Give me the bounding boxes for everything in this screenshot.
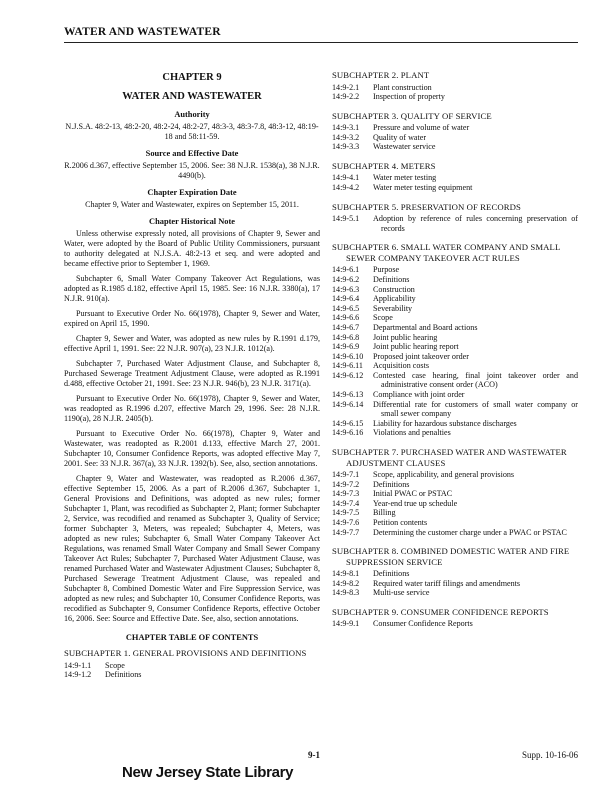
toc-entry (332, 83, 578, 93)
section-number: 14:9-6.13 (332, 390, 364, 400)
section-number: 14:9-6.11 (332, 361, 363, 371)
section-number: 14:9-6.7 (332, 322, 360, 332)
section-number: 14:9-1.1 (64, 660, 92, 670)
page-header-title: WATER AND WASTEWATER (64, 26, 221, 38)
section-title: Quality of water (373, 132, 427, 142)
section-number: 14:9-7.6 (332, 518, 360, 527)
toc-entry (332, 569, 578, 579)
section-number: 14:9-6.4 (332, 294, 360, 304)
toc-entry (332, 123, 578, 133)
section-number: 14:9-8.2 (332, 578, 360, 588)
section-number: 14:9-2.1 (332, 82, 360, 92)
section-number: 14:9-6.6 (332, 313, 360, 323)
section-title: Proposed joint takeover order (373, 351, 469, 361)
section-number: 14:9-6.3 (332, 284, 360, 294)
history-paragraph: Pursuant to Executive Order No. 66(1978), Chapter 9, Water and Wastewater, was readopted as R.2001 d.133, effective March 27, 2001. Subchapter 10, Consumer Confidence Reports, was adopted effective May 7, 2001. See: 33 N.J.R. 367(a), 33 N.J.R. 1392(b). See, also, section annotations. (64, 429, 320, 468)
header-rule (64, 42, 578, 43)
authority-heading: Authority (174, 110, 210, 119)
history-paragraph: Pursuant to Executive Order No. 66(1978), Chapter 9, Sewer and Water, expired on April 15, 1990. (64, 309, 320, 328)
left-column (64, 70, 320, 680)
toc-entry (332, 285, 578, 295)
section-title: Severability (373, 303, 413, 313)
subchapter-heading: SUBCHAPTER 4. METERS (332, 160, 436, 171)
subchapter-heading: SUBCHAPTER 3. QUALITY OF SERVICE (332, 110, 492, 121)
section-number: 14:9-3.3 (332, 142, 360, 152)
subchapter-heading: SUBCHAPTER 9. CONSUMER CONFIDENCE REPORTS (332, 606, 549, 617)
section-title: Departmental and Board actions (373, 322, 478, 332)
toc-entry (332, 489, 578, 499)
toc-entry (64, 670, 320, 680)
section-title: Determining the customer charge under a PWAC or PSTAC (373, 527, 567, 537)
history-paragraph: Chapter 9, Water and Wastewater, was readopted as R.2006 d.367, effective September 15, 2006. As a part of R.2006 d.367, Subchapter 1, General Provisions and Definitions, was adopted as new rules; former Subchapter 1, Plant, was recodified as Subchapter 2, Plant; former Subchapter 2, Service, was recodified and renamed as Subchapter 3, Quality of Service; former Subchapter 3, Meters, was repealed; Subchapter 4, Meters, was adopted as new rules; Subchapter 6, Small Water Company Takeover Act Regulations, was renamed Small Water Company and Small Sewer Company Takeover Act Rules; Subchapter 7, Purchased Water Adjustment Clause, was renamed Purchased Water and Wastewater Adjustment Clauses; Subchapter 8, Purchased Sewerage Treatment Adjustment Clause, was repealed and Subchapter 8, Combined Domestic Water and Fire Suppression Service, was adopted as new rules; and Subchapter 10, Consumer Confidence Reports, was recodified as Subchapter 9, Consumer Confidence Reports, effective October 16, 2006. See: Source and Effective Date. See, also, section annotations. (64, 474, 320, 623)
section-number: 14:9-7.3 (332, 489, 360, 499)
history-paragraph: Pursuant to Executive Order No. 66(1978), Chapter 9, Sewer and Water, was readopted as R.1996 d.207, effective March 29, 1996. See: 28 N.J.R. 1190(a), 28 N.J.R. 2405(b). (64, 394, 320, 423)
section-title: Liability for hazardous substance discharges (373, 418, 517, 428)
section-number: 14:9-6.14 (332, 399, 364, 409)
toc-entry (332, 142, 578, 152)
section-title: Multi-use service (373, 588, 430, 598)
section-title: Billing (373, 508, 396, 518)
section-title: Consumer Confidence Reports (373, 619, 473, 629)
toc-entry (332, 214, 578, 233)
section-number: 14:9-8.3 (332, 588, 360, 598)
page-number: 9-1 (308, 750, 320, 760)
section-title: Definitions (373, 569, 410, 579)
toc-entry (332, 619, 578, 629)
toc-entry (64, 661, 320, 671)
section-number: 14:9-6.9 (332, 342, 360, 352)
section-number: 14:9-6.8 (332, 332, 360, 342)
section-title: Violations and penalties (373, 428, 451, 438)
toc-entry (332, 92, 578, 102)
section-title: Scope (105, 660, 125, 670)
section-number: 14:9-6.5 (332, 303, 360, 313)
toc-entry (332, 371, 578, 390)
section-title: Inspection of property (373, 92, 445, 102)
section-title: Definitions (105, 670, 142, 680)
section-number: 14:9-7.2 (332, 479, 360, 489)
section-number: 14:9-7.4 (332, 498, 360, 508)
toc-entry (332, 304, 578, 314)
section-number: 14:9-2.2 (332, 92, 360, 102)
section-title: Compliance with joint order (373, 390, 465, 400)
section-title: Initial PWAC or PSTAC (373, 489, 453, 499)
section-number: 14:9-7.7 (332, 527, 360, 537)
toc-entry (332, 342, 578, 352)
toc-entry (332, 508, 578, 518)
toc-entry (332, 390, 578, 400)
section-title: Wastewater service (373, 142, 436, 152)
supplement-date: Supp. 10-16-06 (522, 750, 578, 760)
section-title: Water meter testing (373, 173, 437, 183)
toc-entry (332, 265, 578, 275)
section-title: Contested case hearing, final joint takeover order and administrative consent order (ACO) (373, 370, 578, 390)
section-number: 14:9-7.5 (332, 508, 360, 518)
subchapter-heading: SUBCHAPTER 8. COMBINED DOMESTIC WATER AND FIRE SUPPRESSION SERVICE (332, 546, 570, 567)
section-number: 14:9-4.1 (332, 173, 360, 183)
section-title: Petition contents (373, 518, 428, 527)
toc-entry (332, 275, 578, 285)
history-paragraph: Chapter 9, Sewer and Water, was adopted as new rules by R.1991 d.179, effective April 1, 1991. See: 22 N.J.R. 907(a), 23 N.J.R. 1012(a). (64, 334, 320, 353)
chapter-title: WATER AND WASTEWATER (122, 91, 262, 102)
toc-entry (332, 588, 578, 598)
section-number: 14:9-7.1 (332, 470, 360, 480)
section-title: Purpose (373, 265, 400, 275)
section-number: 14:9-9.1 (332, 619, 360, 629)
toc-entry (332, 294, 578, 304)
toc-right-list (332, 70, 578, 629)
section-title: Joint public hearing report (373, 342, 459, 352)
toc-entry (332, 361, 578, 371)
toc-entry (332, 480, 578, 490)
source-heading: Source and Effective Date (145, 149, 239, 158)
section-number: 14:9-6.15 (332, 418, 364, 428)
section-number: 14:9-8.1 (332, 569, 360, 579)
library-stamp: New Jersey State Library (122, 764, 294, 781)
subchapter-heading: SUBCHAPTER 5. PRESERVATION OF RECORDS (332, 201, 521, 212)
section-title: Joint public hearing (373, 332, 438, 342)
toc-entry (332, 400, 578, 419)
toc-entry (332, 470, 578, 480)
subchapter-heading: SUBCHAPTER 7. PURCHASED WATER AND WASTEWATER ADJUSTMENT CLAUSES (332, 447, 567, 468)
section-title: Applicability (373, 294, 416, 304)
section-number: 14:9-3.1 (332, 123, 360, 133)
section-title: Pressure and volume of water (373, 123, 470, 133)
subchapter-heading: SUBCHAPTER 2. PLANT (332, 70, 430, 80)
toc-heading: CHAPTER TABLE OF CONTENTS (125, 633, 259, 642)
history-paragraph: Subchapter 6, Small Water Company Takeover Act Regulations, was adopted as R.1985 d.182, effective April 15, 1985. See: 16 N.J.R. 3380(a), 17 N.J.R. 910(a). (64, 274, 320, 303)
section-number: 14:9-6.16 (332, 428, 364, 438)
section-title: Scope, applicability, and general provisions (373, 470, 515, 480)
section-title: Adoption by reference of rules concerning preservation of records (373, 214, 578, 233)
section-title: Differential rate for customers of small water company or small sewer company (373, 399, 578, 419)
expiration-text: Chapter 9, Water and Wastewater, expires on September 15, 2011. (85, 200, 299, 209)
toc-entry (332, 173, 578, 183)
history-paragraph: Subchapter 7, Purchased Water Adjustment Clause, and Subchapter 8, Purchased Sewerage Treatment Adjustment Clause, were adopted as R.1991 d.488, effective October 21, 1991. See: 23 N.J.R. 946(b), 23 N.J.R. 3171(a). (64, 359, 320, 388)
toc-entry (332, 323, 578, 333)
section-number: 14:9-6.2 (332, 274, 360, 284)
toc-entry (332, 183, 578, 193)
subchapter-heading: SUBCHAPTER 6. SMALL WATER COMPANY AND SMALL SEWER COMPANY TAKEOVER ACT RULES (332, 242, 561, 263)
section-number: 14:9-1.2 (64, 670, 92, 680)
section-number: 14:9-3.2 (332, 132, 360, 142)
toc-entry (332, 428, 578, 438)
toc-entry (332, 499, 578, 509)
toc-left-list (64, 648, 320, 680)
toc-entry (332, 133, 578, 143)
section-title: Year-end true up schedule (373, 498, 458, 508)
toc-entry (332, 518, 578, 528)
section-number: 14:9-6.1 (332, 265, 360, 275)
history-heading: Chapter Historical Note (149, 217, 235, 226)
section-title: Acquisition costs (373, 361, 429, 371)
section-title: Plant construction (373, 82, 432, 92)
toc-entry (332, 352, 578, 362)
history-paragraph: Unless otherwise expressly noted, all provisions of Chapter 9, Sewer and Water, were adopted by the Board of Public Utility Commissioners, pursuant to authority delegated at N.J.S.A. 48:2-13 et seq. and were adopted and became effective prior to September 1, 1969. (64, 229, 320, 268)
section-number: 14:9-4.2 (332, 183, 360, 193)
section-number: 14:9-6.12 (332, 370, 364, 380)
section-number: 14:9-6.10 (332, 351, 364, 361)
section-title: Scope (373, 313, 393, 323)
chapter-label: CHAPTER 9 (162, 72, 222, 83)
authority-text: N.J.S.A. 48:2-13, 48:2-20, 48:2-24, 48:2-27, 48:3-3, 48:3-7.8, 48:3-12, 48:19-18 and 58:11-59. (65, 122, 319, 141)
source-text: R.2006 d.367, effective September 15, 2006. See: 38 N.J.R. 1538(a), 38 N.J.R. 4490(b). (64, 161, 320, 180)
subchapter-heading: SUBCHAPTER 1. GENERAL PROVISIONS AND DEFINITIONS (64, 648, 307, 658)
section-title: Water meter testing equipment (373, 183, 473, 193)
section-title: Definitions (373, 274, 410, 284)
section-title: Required water tariff filings and amendments (373, 578, 521, 588)
expiration-heading: Chapter Expiration Date (147, 188, 237, 197)
section-title: Definitions (373, 479, 410, 489)
toc-entry (332, 528, 578, 538)
toc-entry (332, 419, 578, 429)
toc-entry (332, 579, 578, 589)
section-title: Construction (373, 284, 415, 294)
section-number: 14:9-5.1 (332, 214, 360, 224)
toc-entry (332, 313, 578, 323)
toc-entry (332, 333, 578, 343)
